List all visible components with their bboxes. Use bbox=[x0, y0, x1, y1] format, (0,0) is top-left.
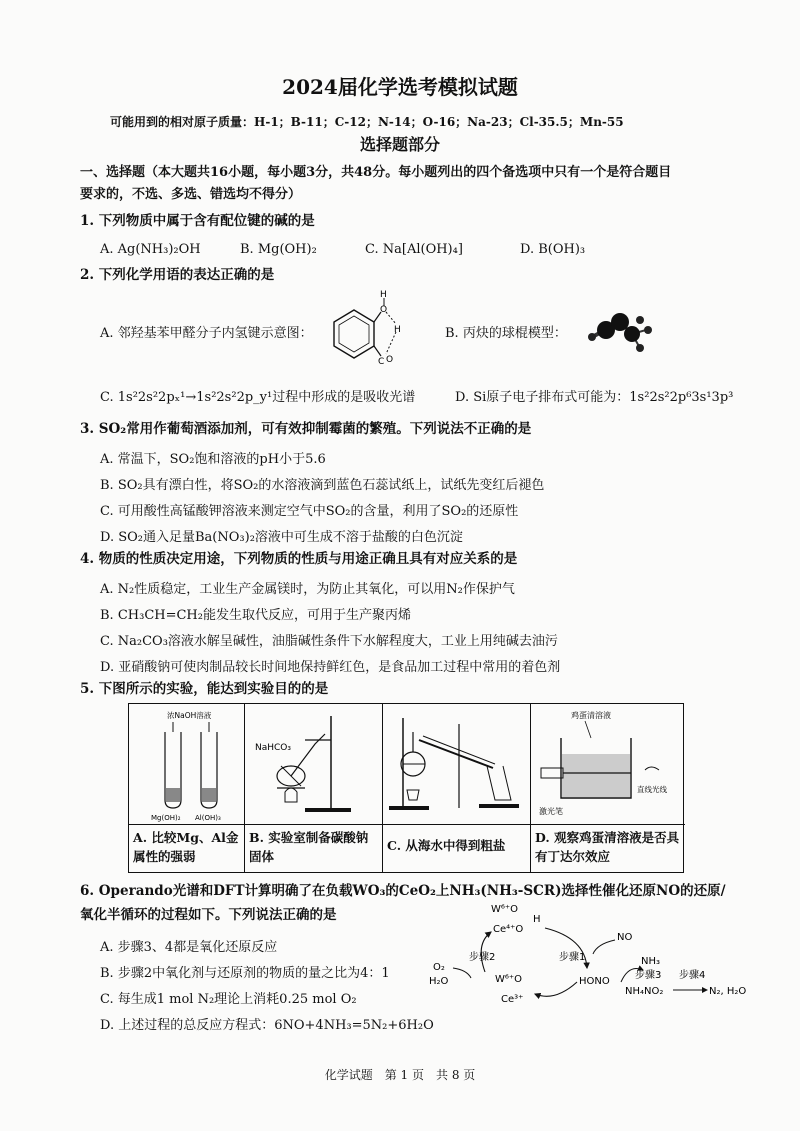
q5-cell-c-picture bbox=[383, 704, 530, 825]
q3-option-b: B. SO₂具有漂白性，将SO₂的水溶液滴到蓝色石蕊试纸上，试纸先变红后褪色 bbox=[100, 478, 545, 493]
diag-w-bottom: W⁶⁺O bbox=[495, 974, 523, 985]
diag-nh4no2: NH₄NO₂ bbox=[625, 986, 664, 997]
diag-step1: 步骤1 bbox=[559, 952, 586, 963]
q6-stem-line-1: 6. Operando光谱和DFT计算明确了在负载WO₃的CeO₂上NH₃(NH₃-SCR)选择性催化还原NO的还原/ bbox=[80, 883, 726, 899]
diag-h: H bbox=[533, 914, 541, 925]
q5-cell-a bbox=[129, 704, 245, 872]
cell-a-top-label: 浓NaOH溶液 bbox=[167, 711, 212, 720]
q6-option-d: D. 上述过程的总反应方程式：6NO+4NH₃=5N₂+6H₂O bbox=[100, 1018, 434, 1033]
struct-o-top: O bbox=[380, 305, 388, 315]
propyne-ball-stick-model bbox=[580, 300, 660, 355]
diag-products: N₂, H₂O bbox=[709, 986, 747, 997]
q1-option-a: A. Ag(NH₃)₂OH bbox=[100, 242, 201, 257]
q3-stem: 3. SO₂常用作葡萄酒添加剂，可有效抑制霉菌的繁殖。下列说法不正确的是 bbox=[80, 421, 532, 437]
q6-option-b: B. 步骤2中氧化剂与还原剂的物质的量之比为4：1 bbox=[100, 966, 390, 981]
cell-a-right-label: Al(OH)₃ bbox=[195, 814, 221, 822]
q2-option-c: C. 1s²2s²2pₓ¹→1s²2s²2p_y¹过程中形成的是吸收光谱 bbox=[100, 390, 416, 405]
diag-step4: 步骤4 bbox=[679, 970, 706, 981]
page-footer: 化学试题 第 1 页 共 8 页 bbox=[324, 1068, 476, 1082]
q2-option-b: B. 丙炔的球棍模型： bbox=[445, 326, 567, 341]
cell-a-left-label: Mg(OH)₂ bbox=[151, 814, 181, 822]
q4-option-c: C. Na₂CO₃溶液水解呈碱性，油脂碱性条件下水解程度大，工业上用纯碱去油污 bbox=[100, 634, 558, 649]
q3-option-d: D. SO₂通入足量Ba(NO₃)₂溶液中可生成不溶于盐酸的白色沉淀 bbox=[100, 530, 463, 545]
q2-option-d: D. Si原子电子排布式可能为：1s²2s²2p⁶3s¹3p³ bbox=[455, 390, 734, 405]
section-title: 选择题部分 bbox=[359, 135, 440, 154]
diag-nh3: NH₃ bbox=[641, 956, 661, 967]
q5-cell-d bbox=[531, 704, 685, 872]
instructions-line-1: 一、选择题（本大题共16小题，每小题3分，共48分。每小题列出的四个备选项中只有一个是符合题目 bbox=[80, 165, 672, 180]
instructions-line-2: 要求的，不选、多选、错选均不得分） bbox=[80, 187, 302, 202]
q5-experiment-table bbox=[128, 703, 684, 873]
q4-option-d: D. 亚硝酸钠可使肉制品较长时间地保持鲜红色，是食品加工过程中常用的着色剂 bbox=[100, 660, 561, 675]
q1-stem: 1. 下列物质中属于含有配位键的碱的是 bbox=[80, 213, 315, 229]
page-title: 2024届化学选考模拟试题 bbox=[282, 75, 518, 99]
q1-option-c: C. Na[Al(OH)₄] bbox=[365, 242, 463, 257]
q5-cell-c bbox=[383, 704, 531, 872]
q3-option-a: A. 常温下，SO₂饱和溶液的pH小于5.6 bbox=[100, 452, 326, 467]
diag-step2: 步骤2 bbox=[469, 952, 496, 963]
diag-hono: HONO bbox=[579, 976, 610, 987]
diag-o2: O₂ bbox=[433, 962, 445, 973]
struct-c: C bbox=[378, 357, 385, 367]
q1-option-b: B. Mg(OH)₂ bbox=[240, 242, 317, 257]
q1-option-d: D. B(OH)₃ bbox=[520, 242, 586, 257]
q4-option-b: B. CH₃CH=CH₂能发生取代反应，可用于生产聚丙烯 bbox=[100, 608, 411, 623]
q4-stem: 4. 物质的性质决定用途，下列物质的性质与用途正确且具有对应关系的是 bbox=[80, 551, 518, 567]
q4-option-a: A. N₂性质稳定，工业生产金属镁时，为防止其氧化，可以用N₂作保护气 bbox=[100, 582, 515, 597]
q5-caption-b: B. 实验室制备碳酸钠固体 bbox=[249, 830, 369, 865]
q5-stem: 5. 下图所示的实验，能达到实验目的的是 bbox=[80, 681, 329, 697]
q5-cell-d-picture bbox=[531, 704, 685, 825]
q5-caption-c: C. 从海水中得到粗盐 bbox=[387, 838, 506, 853]
struct-o-bottom: O bbox=[386, 355, 394, 365]
q5-caption-d: D. 观察鸡蛋清溶液是否具有丁达尔效应 bbox=[535, 830, 680, 865]
cell-b-label: NaHCO₃ bbox=[255, 743, 291, 753]
diag-w-top: W⁶⁺O bbox=[491, 904, 519, 915]
diag-ce-bottom: Ce³⁺ bbox=[501, 994, 524, 1005]
q6-stem-line-2: 氧化半循环的过程如下。下列说法正确的是 bbox=[80, 907, 337, 923]
diag-ce-top: Ce⁴⁺O bbox=[493, 924, 524, 935]
q5-cell-b-picture bbox=[245, 704, 382, 825]
diag-no: NO bbox=[617, 932, 633, 943]
struct-h-mid: H bbox=[394, 325, 401, 335]
diag-step3: 步骤3 bbox=[635, 970, 662, 981]
diag-h2o: H₂O bbox=[429, 976, 449, 987]
hydrogen-bond-structure bbox=[326, 288, 416, 368]
q5-cell-a-picture bbox=[129, 704, 244, 825]
q2-stem: 2. 下列化学用语的表达正确的是 bbox=[80, 267, 275, 283]
cell-d-top-label: 鸡蛋清溶液 bbox=[571, 711, 611, 720]
q6-catalytic-cycle-diagram bbox=[425, 898, 765, 1008]
q5-caption-a: A. 比较Mg、Al金属性的强弱 bbox=[133, 830, 239, 865]
cell-d-left-label: 激光笔 bbox=[539, 807, 563, 816]
q6-option-a: A. 步骤3、4都是氧化还原反应 bbox=[100, 940, 278, 955]
cell-d-right-label: 直线光线 bbox=[637, 785, 667, 794]
q6-option-c: C. 每生成1 mol N₂理论上消耗0.25 mol O₂ bbox=[100, 992, 357, 1007]
q5-cell-b bbox=[245, 704, 383, 872]
struct-h-top: H bbox=[380, 290, 387, 300]
q3-option-c: C. 可用酸性高锰酸钾溶液来测定空气中SO₂的含量，利用了SO₂的还原性 bbox=[100, 504, 519, 519]
q2-option-a: A. 邻羟基苯甲醛分子内氢键示意图： bbox=[100, 326, 313, 341]
atomic-masses: 可能用到的相对原子质量：H-1；B-11；C-12；N-14；O-16；Na-23；Cl-35.5；Mn-55 bbox=[110, 115, 624, 129]
